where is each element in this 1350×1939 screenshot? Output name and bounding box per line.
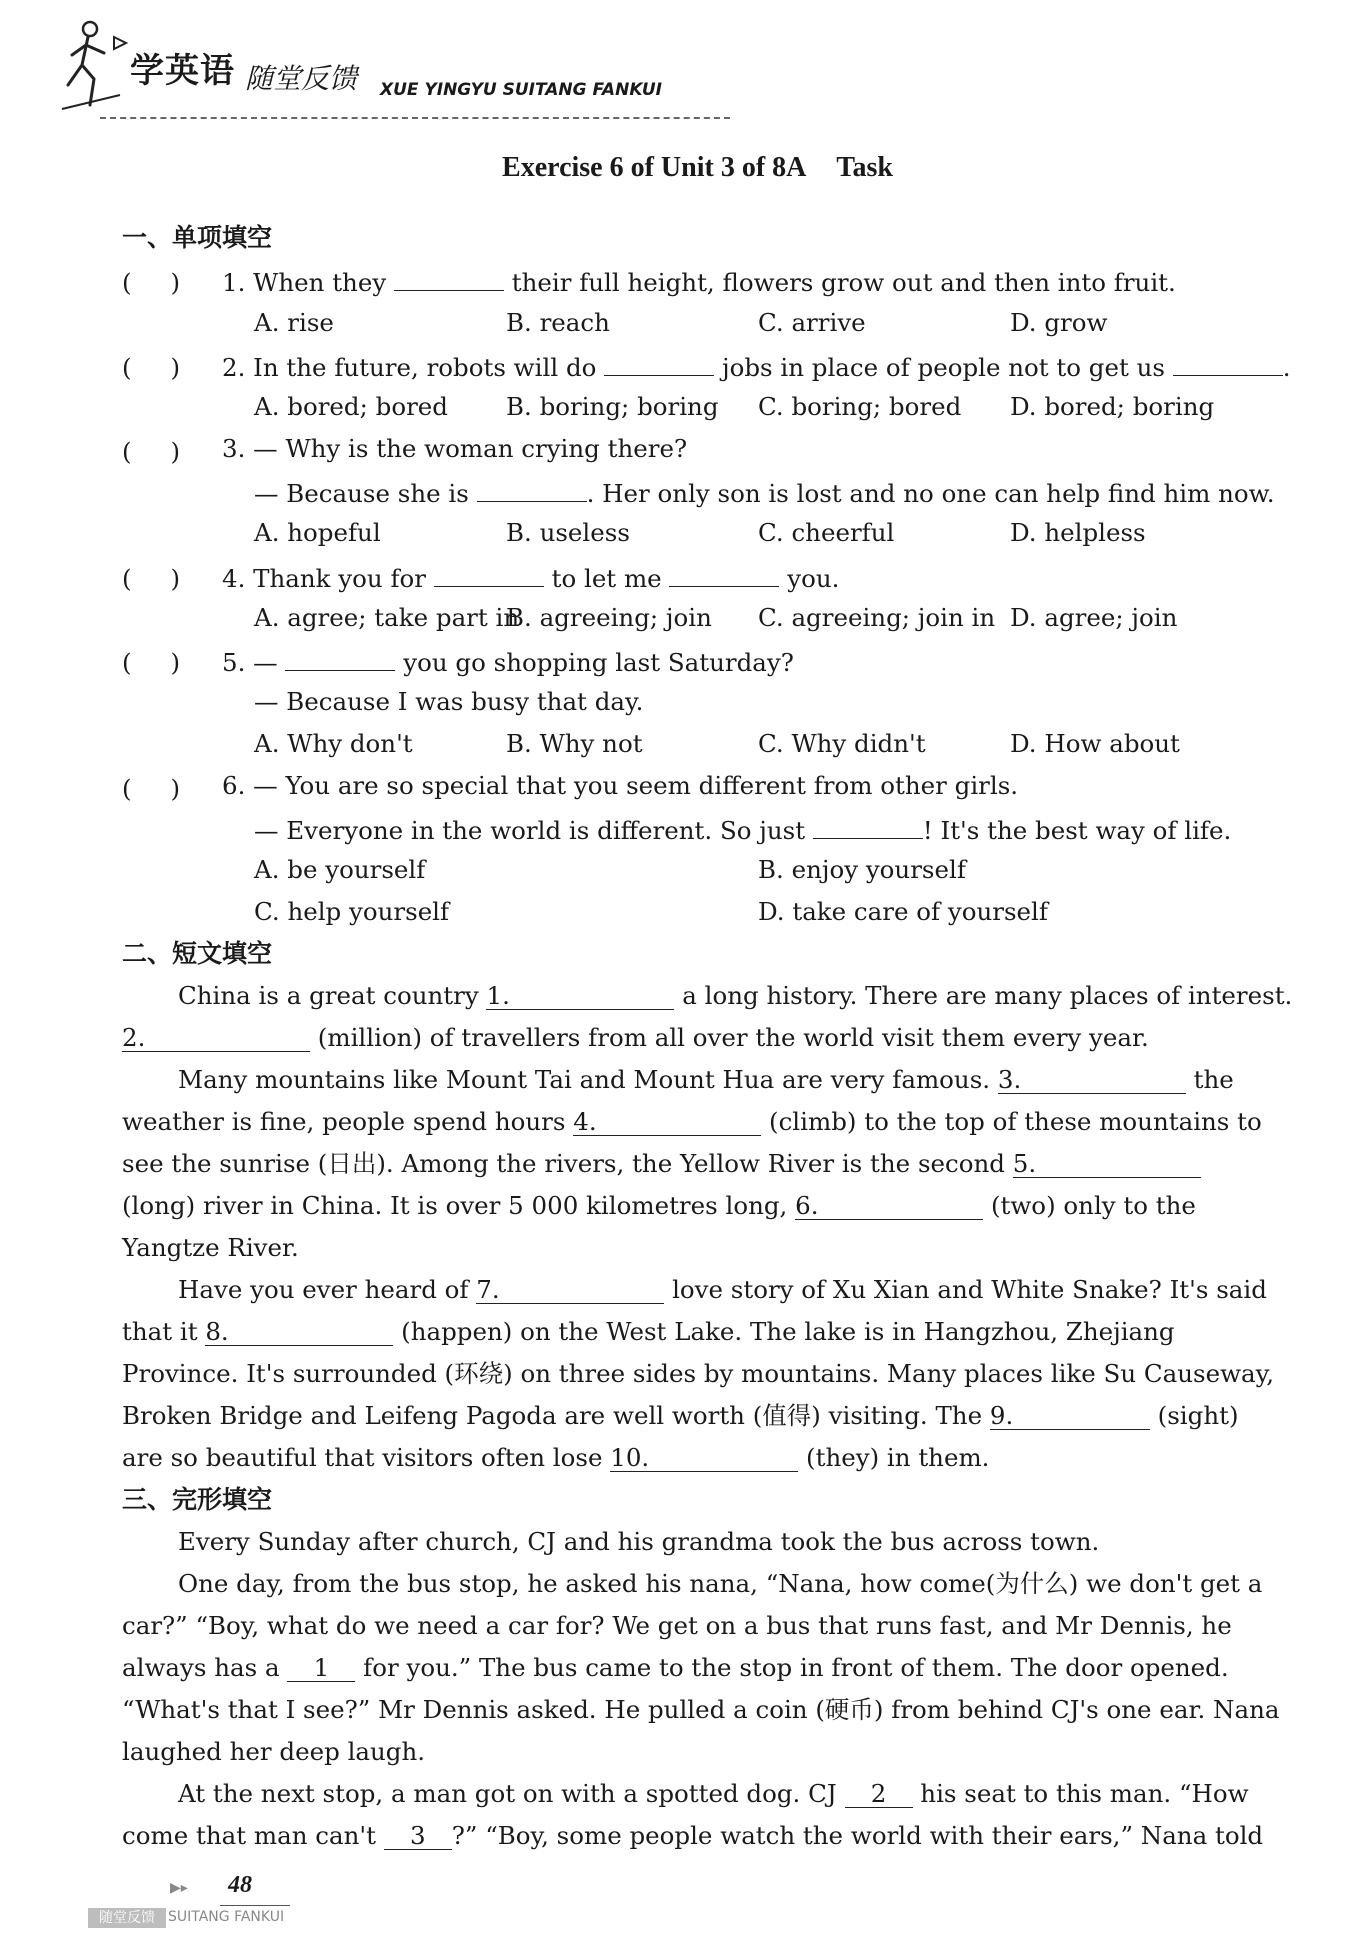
- q5-line1-b: you go shopping last Saturday?: [403, 648, 794, 677]
- fill-blank-7[interactable]: 7.: [476, 1278, 664, 1304]
- passage-line: Every Sunday after church, CJ and his grandma took the bus across town.: [178, 1527, 1100, 1556]
- q6-blank[interactable]: [813, 816, 923, 839]
- q6-line2-a: — Everyone in the world is different. So just: [254, 816, 806, 845]
- q4-blank-2[interactable]: [669, 564, 779, 587]
- passage-line: always has a 1 for you.” The bus came to the stop in front of them. The door opened.: [122, 1653, 1229, 1682]
- footer-badge: 随堂反馈: [88, 1908, 166, 1928]
- header-divider: [100, 117, 730, 119]
- question-4: [222, 564, 839, 592]
- q5-option-c: C. Why didn't: [758, 729, 926, 758]
- q5-option-a: A. Why don't: [254, 729, 413, 758]
- q2-blank-1[interactable]: [604, 353, 714, 376]
- passage-line: Have you ever heard of 7. love story of Xu Xian and White Snake? It's said: [178, 1275, 1267, 1304]
- q2-option-d: D. bored; boring: [1010, 392, 1215, 421]
- q2-stem-a: 2. In the future, robots will do: [222, 353, 597, 382]
- fill-blank-4[interactable]: 4.: [573, 1110, 761, 1136]
- section-heading-1: 一、单项填空: [122, 223, 273, 252]
- passage-line: Province. It's surrounded (环绕) on three sides by mountains. Many places like Su Causeway,: [122, 1359, 1275, 1388]
- answer-paren[interactable]: ( ): [122, 353, 181, 382]
- q6-option-c: C. help yourself: [254, 897, 450, 926]
- cloze-blank-1[interactable]: 1: [287, 1656, 355, 1682]
- fill-blank-5[interactable]: 5.: [1013, 1152, 1201, 1178]
- q1-option-c: C. arrive: [758, 308, 866, 337]
- q3-option-c: C. cheerful: [758, 518, 895, 547]
- passage-line: Many mountains like Mount Tai and Mount Hua are very famous. 3. the: [178, 1065, 1234, 1094]
- brand-pinyin: XUE YINGYU SUITANG FANKUI: [380, 80, 663, 100]
- q2-option-b: B. boring; boring: [506, 392, 719, 421]
- q5-option-b: B. Why not: [506, 729, 643, 758]
- passage-line: come that man can't 3 ?” “Boy, some people watch the world with their ears,” Nana told: [122, 1821, 1264, 1850]
- passage-line: (long) river in China. It is over 5 000 kilometres long, 6. (two) only to the: [122, 1191, 1196, 1220]
- cloze-blank-3[interactable]: 3: [384, 1824, 452, 1850]
- passage-line: weather is fine, people spend hours 4. (climb) to the top of these mountains to: [122, 1107, 1262, 1136]
- passage-line: are so beautiful that visitors often lose 10. (they) in them.: [122, 1443, 990, 1472]
- q4-stem-c: you.: [787, 564, 840, 593]
- fill-blank-10[interactable]: 10.: [610, 1446, 798, 1472]
- page-number: 48: [228, 1872, 252, 1898]
- brand-subtitle: 随堂反馈: [245, 62, 358, 95]
- brand-title: 学英语: [130, 51, 235, 91]
- passage-line: 2. (million) of travellers from all over the world visit them every year.: [122, 1023, 1149, 1052]
- question-5: [222, 648, 794, 676]
- q3-line-2: [254, 479, 1275, 507]
- q1-option-a: A. rise: [254, 308, 334, 337]
- q3-option-b: B. useless: [506, 518, 630, 547]
- q6-line-2: [254, 816, 1231, 844]
- passage-line: that it 8. (happen) on the West Lake. The lake is in Hangzhou, Zhejiang: [122, 1317, 1175, 1346]
- q3-line2-b: . Her only son is lost and no one can help find him now.: [586, 479, 1275, 508]
- passage-line: car?” “Boy, what do we need a car for? We get on a bus that runs fast, and Mr Dennis, he: [122, 1611, 1232, 1640]
- passage-line: China is a great country 1. a long history. There are many places of interest.: [178, 981, 1293, 1010]
- runner-logo-icon: [60, 15, 130, 115]
- arrow-icon: ▶▸: [170, 1880, 188, 1896]
- q3-option-d: D. helpless: [1010, 518, 1146, 547]
- fill-blank-8[interactable]: 8.: [205, 1320, 393, 1346]
- question-2: [222, 353, 1291, 381]
- answer-paren[interactable]: ( ): [122, 648, 181, 677]
- question-1: [222, 268, 1176, 296]
- q3-line2-a: — Because she is: [254, 479, 469, 508]
- q6-line2-b: ! It's the best way of life.: [922, 816, 1232, 845]
- title-main: Exercise 6 of Unit 3 of 8A: [502, 152, 807, 183]
- q2-stem-c: .: [1282, 353, 1291, 382]
- passage-line: At the next stop, a man got on with a spotted dog. CJ 2 his seat to this man. “How: [178, 1779, 1249, 1808]
- q6-line-1: 6. — You are so special that you seem different from other girls.: [222, 771, 1019, 800]
- footer-divider: [220, 1905, 290, 1906]
- q5-line-2: — Because I was busy that day.: [254, 687, 644, 716]
- q2-option-c: C. boring; bored: [758, 392, 962, 421]
- passage-line: Yangtze River.: [122, 1233, 299, 1262]
- answer-paren[interactable]: ( ): [122, 774, 181, 803]
- cloze-blank-2[interactable]: 2: [845, 1782, 913, 1808]
- passage-line: see the sunrise (日出). Among the rivers, the Yellow River is the second 5.: [122, 1152, 1201, 1178]
- passage-line: One day, from the bus stop, he asked his nana, “Nana, how come(为什么) we don't get a: [178, 1569, 1263, 1598]
- passage-line: laughed her deep laugh.: [122, 1737, 426, 1766]
- q4-stem-b: to let me: [551, 564, 662, 593]
- q3-line-1: 3. — Why is the woman crying there?: [222, 434, 688, 463]
- q1-option-d: D. grow: [1010, 308, 1108, 337]
- q4-option-c: C. agreeing; join in: [758, 603, 996, 632]
- q1-blank[interactable]: [394, 268, 504, 291]
- page-title: [0, 152, 1350, 184]
- passage-line: “What's that I see?” Mr Dennis asked. He pulled a coin (硬币) from behind CJ's one ear. Nana: [122, 1695, 1280, 1724]
- q6-option-d: D. take care of yourself: [758, 897, 1048, 926]
- fill-blank-3[interactable]: 3.: [998, 1068, 1186, 1094]
- title-task: Task: [836, 152, 893, 183]
- q4-stem-a: 4. Thank you for: [222, 564, 426, 593]
- fill-blank-2[interactable]: 2.: [122, 1026, 310, 1052]
- answer-paren[interactable]: ( ): [122, 564, 181, 593]
- q1-stem-b: their full height, flowers grow out and then into fruit.: [511, 268, 1176, 297]
- q2-blank-2[interactable]: [1173, 353, 1283, 376]
- page-header: [60, 15, 680, 120]
- fill-blank-6[interactable]: 6.: [795, 1194, 983, 1220]
- q5-option-d: D. How about: [1010, 729, 1180, 758]
- q3-option-a: A. hopeful: [254, 518, 381, 547]
- q2-option-a: A. bored; bored: [254, 392, 448, 421]
- fill-blank-1[interactable]: 1.: [486, 984, 674, 1010]
- fill-blank-9[interactable]: 9.: [990, 1404, 1150, 1430]
- footer-pinyin: SUITANG FANKUI: [168, 1909, 285, 1925]
- passage-line: Broken Bridge and Leifeng Pagoda are well worth (值得) visiting. The 9. (sight): [122, 1401, 1239, 1430]
- q4-option-a: A. agree; take part in: [254, 603, 520, 632]
- q4-blank-1[interactable]: [434, 564, 544, 587]
- q5-blank[interactable]: [285, 648, 395, 671]
- q1-option-b: B. reach: [506, 308, 610, 337]
- q6-option-b: B. enjoy yourself: [758, 855, 966, 884]
- q4-option-d: D. agree; join: [1010, 603, 1178, 632]
- q5-line1-a: 5. —: [222, 648, 278, 677]
- q4-option-b: B. agreeing; join: [506, 603, 712, 632]
- q3-blank[interactable]: [477, 479, 587, 502]
- answer-paren[interactable]: ( ): [122, 268, 181, 297]
- q2-stem-b: jobs in place of people not to get us: [721, 353, 1165, 382]
- answer-paren[interactable]: ( ): [122, 437, 181, 466]
- section-heading-3: 三、完形填空: [122, 1485, 273, 1514]
- q6-option-a: A. be yourself: [254, 855, 426, 884]
- section-heading-2: 二、短文填空: [122, 939, 273, 968]
- q1-stem-a: 1. When they: [222, 268, 387, 297]
